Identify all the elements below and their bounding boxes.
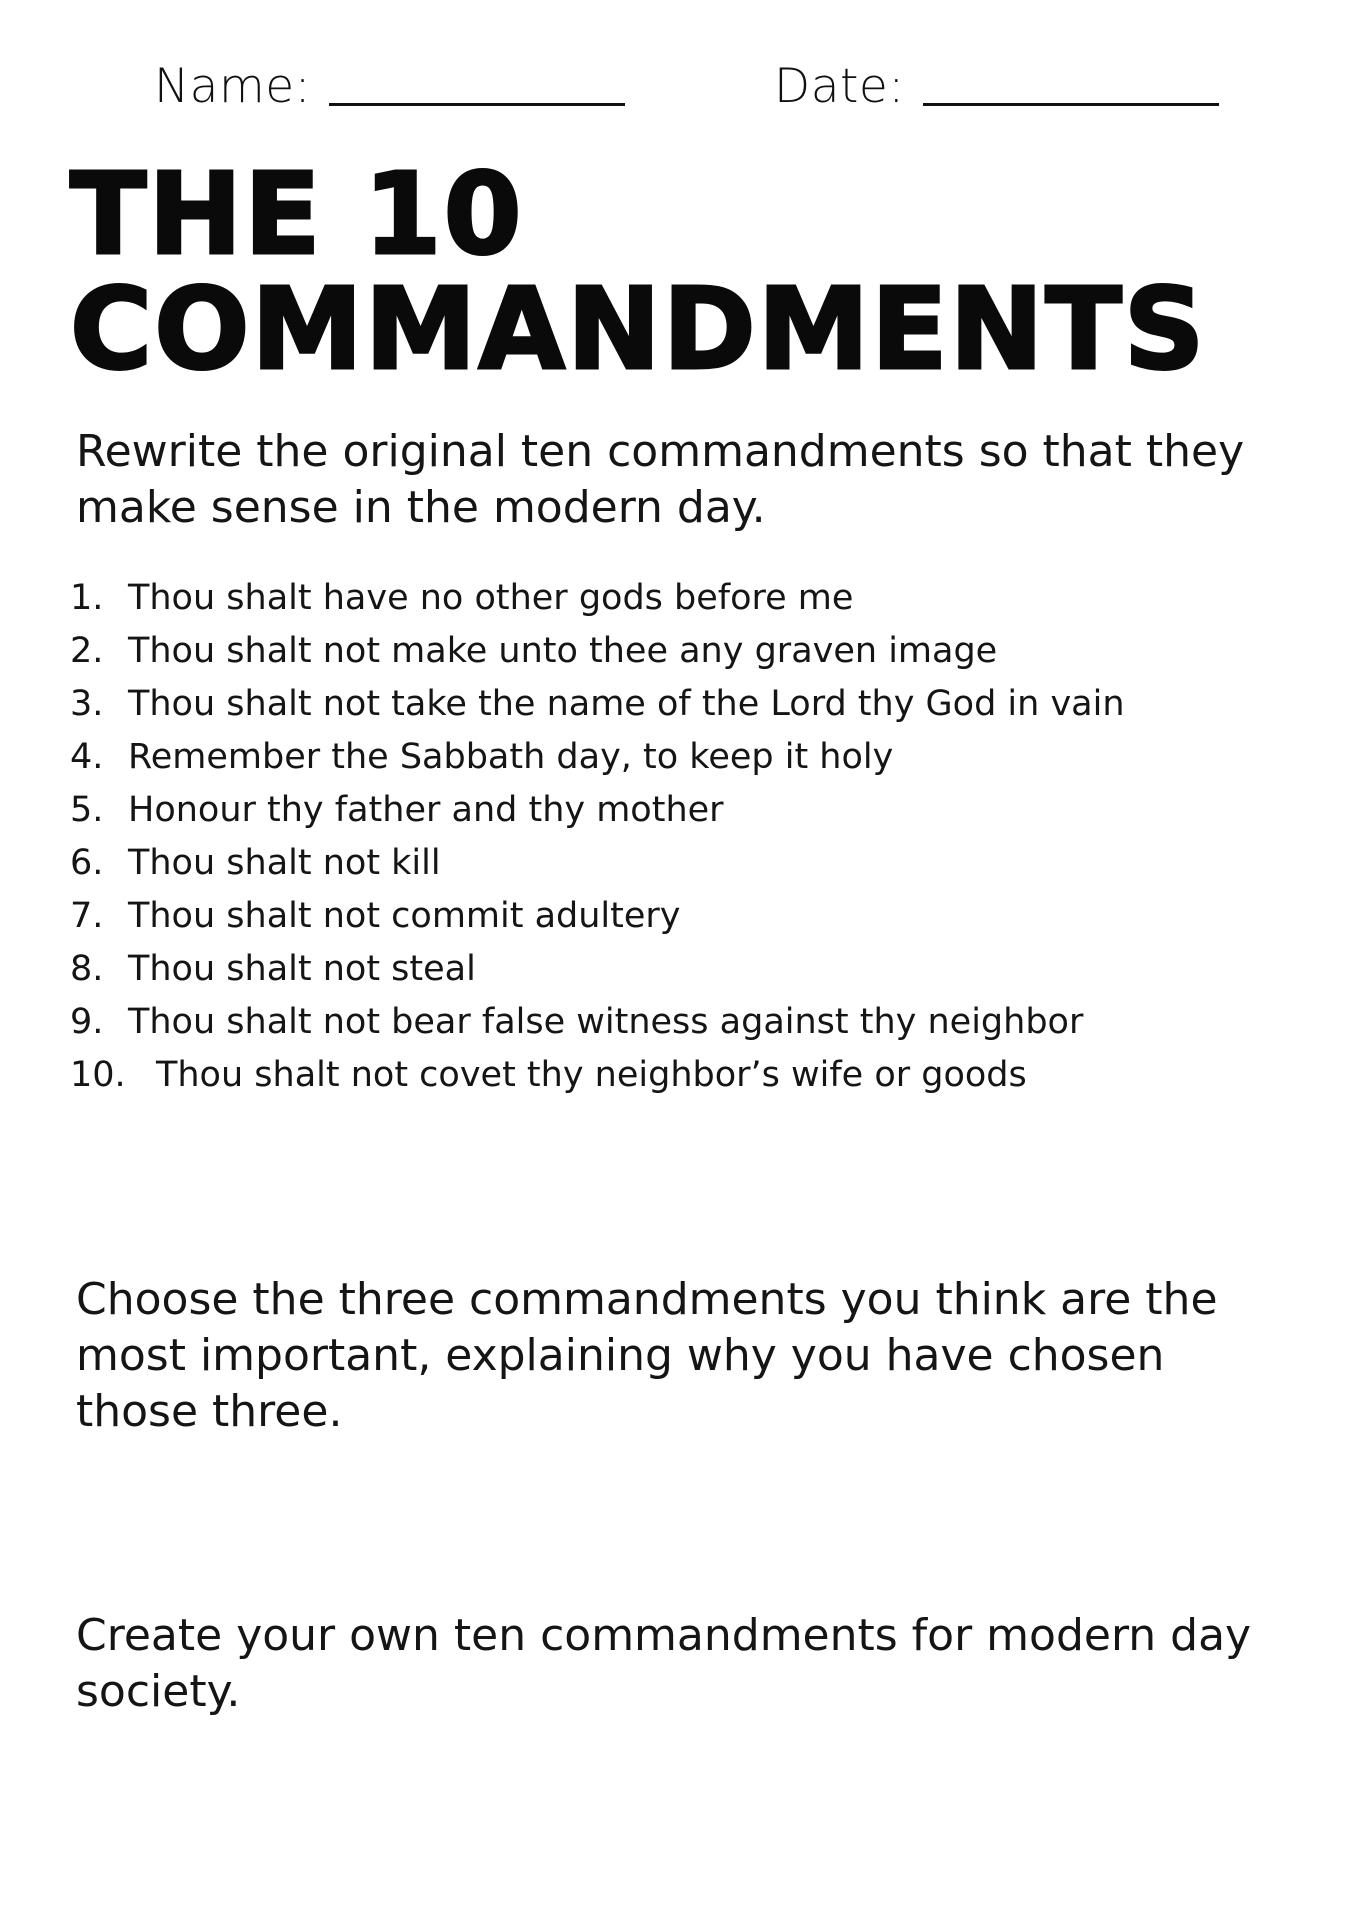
commandments-list — [70, 572, 1310, 1102]
commandment-number: 5. — [70, 790, 104, 830]
date-label: Date: — [774, 59, 905, 114]
commandment-number: 2. — [70, 631, 104, 671]
commandment-text: Remember the Sabbath day, to keep it holy — [128, 737, 894, 777]
rewrite-instruction: Rewrite the original ten commandments so that they make sense in the modern day. — [76, 426, 1245, 533]
commandment-number: 7. — [70, 896, 104, 936]
commandment-item — [70, 1049, 1310, 1102]
page-title — [70, 150, 1310, 395]
commandment-item — [70, 943, 1310, 996]
commandment-number: 9. — [70, 1002, 104, 1042]
commandment-item — [70, 784, 1310, 837]
commandment-number: 8. — [70, 949, 104, 989]
commandment-text: Thou shalt have no other gods before me — [128, 578, 854, 618]
commandment-item — [70, 625, 1310, 678]
commandment-text: Thou shalt not covet thy neighbor’s wife or goods — [156, 1055, 1027, 1095]
commandment-item — [70, 890, 1310, 943]
choose-instruction: Choose the three commandments you think are the most important, explaining why you have chosen those three. — [76, 1274, 1218, 1437]
create-instruction: Create your own ten commandments for modern day society. — [76, 1610, 1252, 1717]
commandment-text: Thou shalt not kill — [128, 843, 441, 883]
commandment-number: 6. — [70, 843, 104, 883]
header-fields — [0, 58, 1358, 128]
commandment-number: 1. — [70, 578, 104, 618]
commandment-item — [70, 731, 1310, 784]
commandment-text: Thou shalt not steal — [128, 949, 476, 989]
commandment-number: 10. — [70, 1055, 126, 1095]
commandment-item — [70, 678, 1310, 731]
name-field[interactable] — [154, 58, 625, 116]
commandment-number: 4. — [70, 737, 104, 777]
name-label: Name: — [154, 59, 311, 114]
commandment-item — [70, 837, 1310, 890]
commandment-text: Thou shalt not take the name of the Lord thy God in vain — [128, 684, 1125, 724]
date-blank-line[interactable] — [923, 103, 1219, 106]
title-line-2: COMMANDMENTS — [70, 265, 1207, 395]
commandment-text: Thou shalt not commit adultery — [128, 896, 681, 936]
title-line-1: THE 10 — [70, 150, 524, 280]
commandment-text: Honour thy father and thy mother — [128, 790, 724, 830]
commandment-text: Thou shalt not bear false witness against thy neighbor — [128, 1002, 1084, 1042]
date-field[interactable] — [774, 58, 1219, 116]
commandment-text: Thou shalt not make unto thee any graven image — [128, 631, 998, 671]
commandment-item — [70, 996, 1310, 1049]
commandment-number: 3. — [70, 684, 104, 724]
name-blank-line[interactable] — [329, 103, 625, 106]
commandment-item — [70, 572, 1310, 625]
